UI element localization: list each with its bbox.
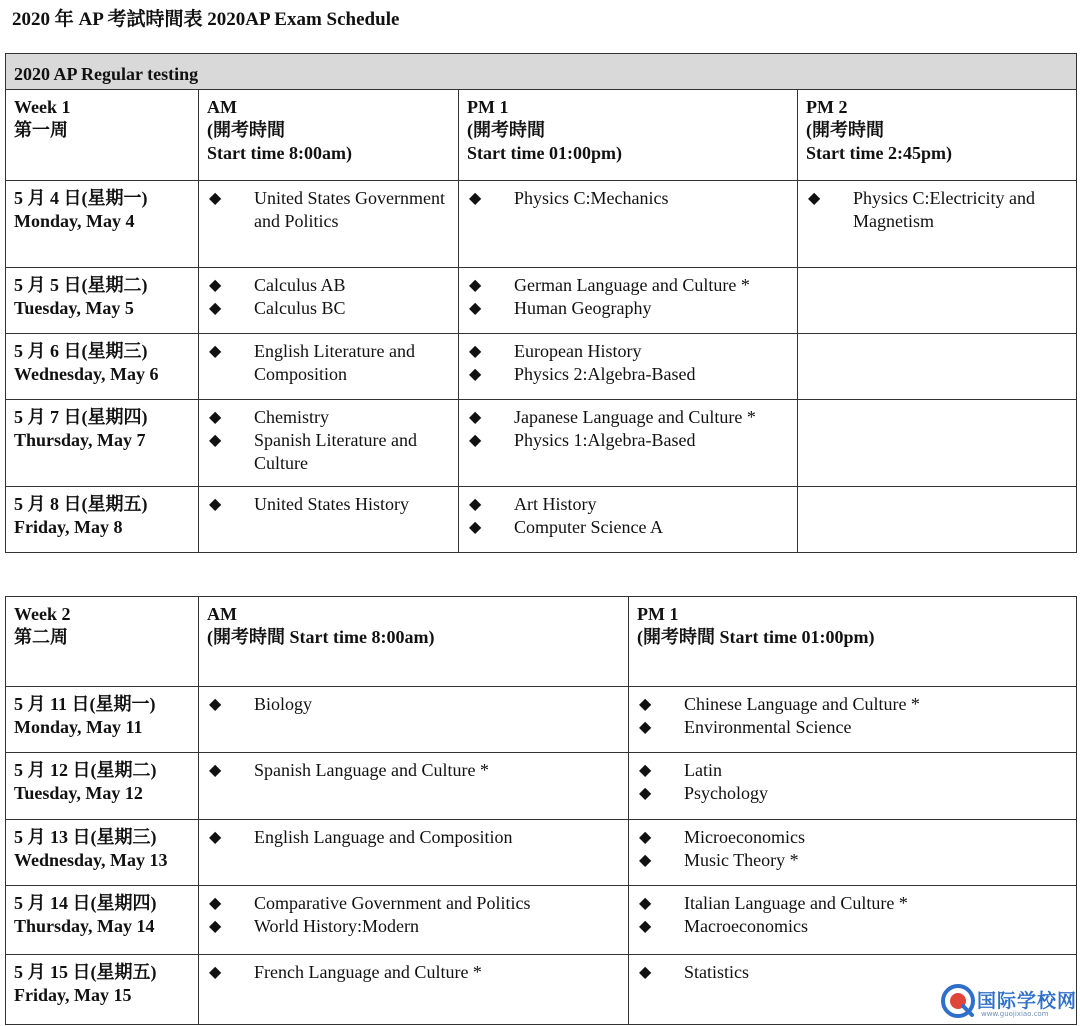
diamond-bullet-icon: ◆	[469, 343, 482, 360]
exam-name: Calculus AB	[254, 275, 346, 295]
am-exam-cell	[199, 268, 459, 334]
exam-item	[637, 826, 1068, 849]
am-exam-cell	[199, 820, 629, 886]
exam-list	[207, 340, 450, 386]
table-row	[6, 400, 1077, 487]
header-line: (開考時間	[806, 120, 884, 140]
diamond-bullet-icon: ◆	[469, 277, 482, 294]
exam-name: Art History	[514, 494, 597, 514]
table-row	[6, 487, 1077, 553]
header-line: Week 2	[14, 604, 71, 624]
date-en: Wednesday, May 6	[14, 364, 159, 384]
date-cell	[6, 886, 199, 955]
exam-list	[207, 826, 620, 849]
diamond-bullet-icon: ◆	[469, 190, 482, 207]
diamond-bullet-icon: ◆	[209, 918, 222, 935]
date-en: Thursday, May 7	[14, 430, 146, 450]
diamond-bullet-icon: ◆	[209, 964, 222, 981]
exam-item	[207, 274, 450, 297]
exam-list	[467, 274, 789, 320]
header-cell	[629, 597, 1077, 687]
pm2-exam-cell	[798, 487, 1077, 553]
diamond-bullet-icon: ◆	[209, 432, 222, 449]
header-line: AM	[207, 604, 237, 624]
watermark-logo-icon	[941, 984, 975, 1018]
header-line: PM 2	[806, 97, 848, 117]
diamond-bullet-icon: ◆	[209, 409, 222, 426]
date-cn: 5 月 4 日(星期一)	[14, 188, 148, 208]
header-line: Week 1	[14, 97, 71, 117]
exam-list	[207, 693, 620, 716]
pm1-exam-cell	[459, 334, 798, 400]
exam-name: European History	[514, 341, 642, 361]
date-cn: 5 月 14 日(星期四)	[14, 893, 157, 913]
diamond-bullet-icon: ◆	[209, 829, 222, 846]
exam-name: Human Geography	[514, 298, 652, 318]
header-line: (開考時間	[207, 120, 285, 140]
week1-header-row	[6, 90, 1077, 181]
date-cell	[6, 181, 199, 268]
exam-item	[207, 406, 450, 429]
exam-item	[207, 297, 450, 320]
date-cell	[6, 400, 199, 487]
diamond-bullet-icon: ◆	[469, 519, 482, 536]
header-cell	[459, 90, 798, 181]
date-en: Friday, May 15	[14, 985, 132, 1005]
date-cn: 5 月 6 日(星期三)	[14, 341, 148, 361]
exam-item	[637, 892, 1068, 915]
date-cell	[6, 268, 199, 334]
exam-name: English Language and Composition	[254, 827, 513, 847]
exam-name: German Language and Culture *	[514, 275, 750, 295]
diamond-bullet-icon: ◆	[209, 895, 222, 912]
diamond-bullet-icon: ◆	[209, 496, 222, 513]
pm1-exam-cell	[629, 687, 1077, 753]
date-cn: 5 月 7 日(星期四)	[14, 407, 148, 427]
exam-item	[207, 187, 450, 233]
date-en: Monday, May 11	[14, 717, 143, 737]
exam-item	[207, 892, 620, 915]
diamond-bullet-icon: ◆	[639, 829, 652, 846]
exam-name: Italian Language and Culture *	[684, 893, 908, 913]
date-en: Tuesday, May 12	[14, 783, 143, 803]
exam-item	[207, 915, 620, 938]
exam-name: Chemistry	[254, 407, 329, 427]
am-exam-cell	[199, 400, 459, 487]
week2-header-row	[6, 597, 1077, 687]
exam-list	[637, 759, 1068, 805]
exam-item	[207, 826, 620, 849]
header-cell	[6, 597, 199, 687]
exam-name: Computer Science A	[514, 517, 663, 537]
pm1-exam-cell	[459, 400, 798, 487]
diamond-bullet-icon: ◆	[209, 277, 222, 294]
am-exam-cell	[199, 334, 459, 400]
diamond-bullet-icon: ◆	[639, 762, 652, 779]
diamond-bullet-icon: ◆	[209, 190, 222, 207]
exam-item	[637, 915, 1068, 938]
header-cell	[199, 597, 629, 687]
header-line: PM 1	[467, 97, 509, 117]
exam-name: Statistics	[684, 962, 750, 982]
date-cell	[6, 955, 199, 1025]
exam-item	[467, 429, 789, 452]
date-en: Tuesday, May 5	[14, 298, 134, 318]
diamond-bullet-icon: ◆	[808, 190, 821, 207]
header-line: PM 1	[637, 604, 679, 624]
table-row	[6, 955, 1077, 1025]
diamond-bullet-icon: ◆	[469, 409, 482, 426]
exam-name: Spanish Literature and Culture	[254, 430, 417, 473]
table-row	[6, 886, 1077, 955]
diamond-bullet-icon: ◆	[209, 343, 222, 360]
header-line: AM	[207, 97, 237, 117]
diamond-bullet-icon: ◆	[639, 918, 652, 935]
exam-list	[207, 961, 620, 984]
exam-list	[637, 961, 1068, 984]
exam-name: English Literature and Composition	[254, 341, 415, 384]
exam-name: Macroeconomics	[684, 916, 808, 936]
diamond-bullet-icon: ◆	[469, 300, 482, 317]
diamond-bullet-icon: ◆	[209, 300, 222, 317]
diamond-bullet-icon: ◆	[639, 785, 652, 802]
regular-testing-banner: 2020 AP Regular testing	[6, 54, 1077, 90]
exam-name: Music Theory *	[684, 850, 799, 870]
exam-name: Japanese Language and Culture *	[514, 407, 756, 427]
diamond-bullet-icon: ◆	[469, 366, 482, 383]
pm1-exam-cell	[629, 820, 1077, 886]
pm2-exam-cell	[798, 181, 1077, 268]
exam-name: Latin	[684, 760, 722, 780]
diamond-bullet-icon: ◆	[639, 696, 652, 713]
header-line: Start time 8:00am)	[207, 143, 352, 163]
am-exam-cell	[199, 181, 459, 268]
date-cell	[6, 753, 199, 820]
header-cell	[199, 90, 459, 181]
week1-schedule-table	[5, 53, 1077, 553]
watermark-url: www.guojixiao.com	[981, 1010, 1049, 1018]
exam-name: United States History	[254, 494, 409, 514]
am-exam-cell	[199, 753, 629, 820]
exam-item	[637, 782, 1068, 805]
exam-list	[207, 759, 620, 782]
exam-list	[207, 406, 450, 475]
date-cell	[6, 487, 199, 553]
exam-item	[637, 849, 1068, 872]
exam-name: United States Government and Politics	[254, 188, 445, 231]
diamond-bullet-icon: ◆	[639, 719, 652, 736]
date-en: Wednesday, May 13	[14, 850, 168, 870]
pm2-exam-cell	[798, 400, 1077, 487]
exam-item	[467, 406, 789, 429]
header-line: (開考時間	[467, 120, 545, 140]
exam-list	[467, 187, 789, 210]
exam-name: World History:Modern	[254, 916, 420, 936]
exam-list	[467, 493, 789, 539]
table-row	[6, 268, 1077, 334]
diamond-bullet-icon: ◆	[639, 895, 652, 912]
diamond-bullet-icon: ◆	[639, 852, 652, 869]
exam-list	[467, 340, 789, 386]
exam-item	[207, 693, 620, 716]
exam-list	[467, 406, 789, 452]
page-title: 2020 年 AP 考試時間表 2020AP Exam Schedule	[12, 9, 400, 30]
diamond-bullet-icon: ◆	[209, 762, 222, 779]
exam-item	[637, 716, 1068, 739]
table-row	[6, 687, 1077, 753]
exam-list	[806, 187, 1068, 233]
diamond-bullet-icon: ◆	[469, 496, 482, 513]
pm2-exam-cell	[798, 334, 1077, 400]
exam-item	[207, 759, 620, 782]
header-line: 第二周	[14, 627, 68, 647]
am-exam-cell	[199, 955, 629, 1025]
table-row	[6, 820, 1077, 886]
diamond-bullet-icon: ◆	[469, 432, 482, 449]
exam-name: Comparative Government and Politics	[254, 893, 531, 913]
exam-item	[207, 340, 450, 386]
am-exam-cell	[199, 487, 459, 553]
date-en: Monday, May 4	[14, 211, 135, 231]
header-line: Start time 01:00pm)	[467, 143, 622, 163]
table-row	[6, 181, 1077, 268]
exam-name: Physics C:Mechanics	[514, 188, 669, 208]
exam-name: Environmental Science	[684, 717, 852, 737]
exam-item	[467, 187, 789, 210]
exam-item	[207, 429, 450, 475]
header-line: 第一周	[14, 120, 68, 140]
exam-list	[207, 892, 620, 938]
am-exam-cell	[199, 687, 629, 753]
date-cn: 5 月 11 日(星期一)	[14, 694, 156, 714]
exam-list	[637, 693, 1068, 739]
pm1-exam-cell	[629, 886, 1077, 955]
exam-item	[637, 961, 1068, 984]
exam-name: Microeconomics	[684, 827, 805, 847]
exam-item	[207, 493, 450, 516]
watermark-title: 国际学校网	[977, 990, 1078, 1012]
table-row	[6, 753, 1077, 820]
exam-name: French Language and Culture *	[254, 962, 482, 982]
exam-list	[637, 892, 1068, 938]
date-cn: 5 月 8 日(星期五)	[14, 494, 148, 514]
date-en: Friday, May 8	[14, 517, 123, 537]
exam-list	[207, 274, 450, 320]
exam-item	[637, 693, 1068, 716]
diamond-bullet-icon: ◆	[639, 964, 652, 981]
exam-name: Physics C:Electricity and Magnetism	[853, 188, 1035, 231]
header-line: (開考時間 Start time 8:00am)	[207, 627, 435, 647]
exam-list	[637, 826, 1068, 872]
pm1-exam-cell	[459, 487, 798, 553]
date-en: Thursday, May 14	[14, 916, 155, 936]
exam-item	[467, 297, 789, 320]
exam-item	[467, 493, 789, 516]
watermark	[941, 984, 1077, 1024]
exam-item	[806, 187, 1068, 233]
exam-name: Physics 1:Algebra-Based	[514, 430, 696, 450]
header-line: (開考時間 Start time 01:00pm)	[637, 627, 875, 647]
pm1-exam-cell	[629, 753, 1077, 820]
date-cell	[6, 820, 199, 886]
date-cn: 5 月 12 日(星期二)	[14, 760, 157, 780]
exam-item	[467, 363, 789, 386]
exam-name: Chinese Language and Culture *	[684, 694, 920, 714]
am-exam-cell	[199, 886, 629, 955]
exam-item	[467, 274, 789, 297]
header-cell	[798, 90, 1077, 181]
pm1-exam-cell	[459, 181, 798, 268]
exam-item	[467, 516, 789, 539]
header-line: Start time 2:45pm)	[806, 143, 952, 163]
diamond-bullet-icon: ◆	[209, 696, 222, 713]
table-row	[6, 334, 1077, 400]
exam-name: Physics 2:Algebra-Based	[514, 364, 696, 384]
exam-item	[637, 759, 1068, 782]
pm1-exam-cell	[459, 268, 798, 334]
date-cn: 5 月 15 日(星期五)	[14, 962, 157, 982]
exam-name: Psychology	[684, 783, 769, 803]
exam-item	[467, 340, 789, 363]
exam-name: Biology	[254, 694, 313, 714]
header-cell	[6, 90, 199, 181]
date-cell	[6, 687, 199, 753]
exam-name: Spanish Language and Culture *	[254, 760, 489, 780]
exam-name: Calculus BC	[254, 298, 346, 318]
date-cn: 5 月 5 日(星期二)	[14, 275, 148, 295]
exam-item	[207, 961, 620, 984]
exam-list	[207, 493, 450, 516]
date-cell	[6, 334, 199, 400]
date-cn: 5 月 13 日(星期三)	[14, 827, 157, 847]
exam-list	[207, 187, 450, 233]
pm2-exam-cell	[798, 268, 1077, 334]
week2-schedule-table	[5, 596, 1077, 1025]
